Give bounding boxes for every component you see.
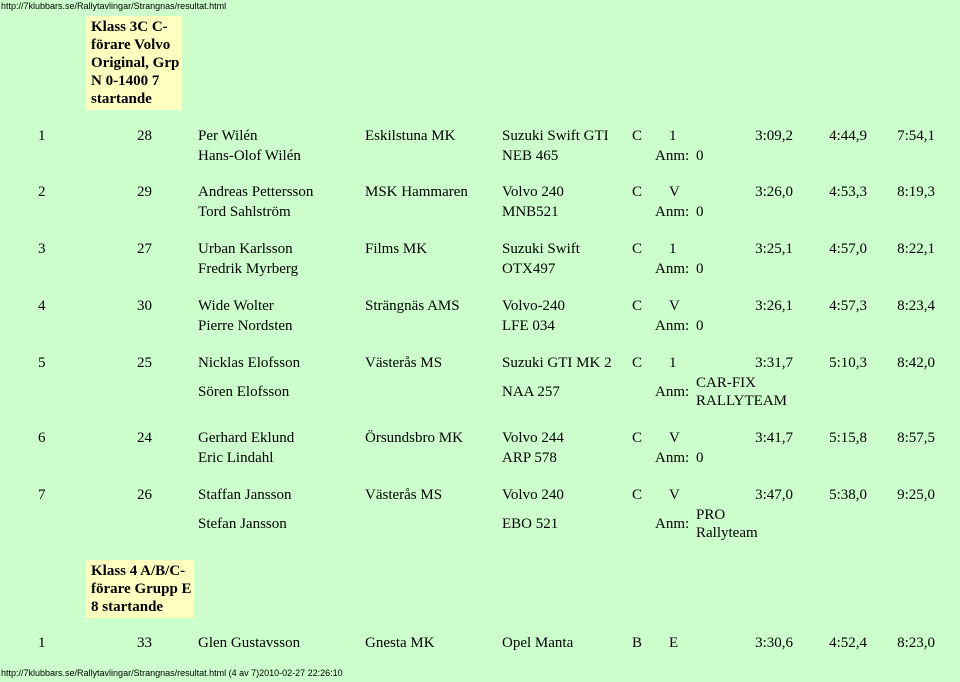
time-1: 3:41,7 <box>755 430 793 446</box>
position: 7 <box>38 487 46 503</box>
time-total: 8:57,5 <box>897 430 935 446</box>
codriver: Sören Elofsson <box>198 384 290 400</box>
driver: Wide Wolter <box>198 298 274 314</box>
position: 6 <box>38 430 46 446</box>
group: E <box>669 635 679 651</box>
time-total: 9:25,0 <box>897 487 935 503</box>
club: Eskilstuna MK <box>365 128 456 144</box>
anm-value: 0 <box>696 204 704 220</box>
position: 4 <box>38 298 46 314</box>
class-line: Original, Grp <box>91 55 180 71</box>
time-1: 3:09,2 <box>755 128 793 144</box>
group: 1 <box>669 128 677 144</box>
anm-value: 0 <box>696 261 704 277</box>
position: 3 <box>38 241 46 257</box>
car: Volvo 240 <box>502 184 564 200</box>
time-total: 8:42,0 <box>897 355 935 371</box>
time-2: 4:52,4 <box>829 635 867 651</box>
start-number: 25 <box>137 355 152 371</box>
class: C <box>632 298 643 314</box>
time-1: 3:26,1 <box>755 298 793 314</box>
registration: MNB521 <box>502 204 559 220</box>
car: Volvo 244 <box>502 430 564 446</box>
codriver: Hans-Olof Wilén <box>198 148 301 164</box>
anm-label: Anm: <box>655 261 690 277</box>
club: Västerås MS <box>365 355 443 371</box>
start-number: 24 <box>137 430 152 446</box>
anm-label: Anm: <box>655 384 690 400</box>
time-total: 8:19,3 <box>897 184 935 200</box>
class-line: 8 startande <box>91 599 164 615</box>
driver: Urban Karlsson <box>198 241 293 257</box>
start-number: 33 <box>137 635 152 651</box>
car: Volvo-240 <box>502 298 566 314</box>
car: Opel Manta <box>502 635 574 651</box>
start-number: 26 <box>137 487 152 503</box>
club: Västerås MS <box>365 487 443 503</box>
codriver: Pierre Nordsten <box>198 318 293 334</box>
start-number: 30 <box>137 298 152 314</box>
anm-label: Anm: <box>655 318 690 334</box>
registration: OTX497 <box>502 261 556 277</box>
header-url: http://7klubbars.se/Rallytavlingar/Strangnas/resultat.html <box>1 1 227 11</box>
group: V <box>669 487 680 503</box>
club: Örsundsbro MK <box>365 430 463 446</box>
time-2: 4:57,3 <box>829 298 867 314</box>
group: V <box>669 430 680 446</box>
position: 1 <box>38 128 46 144</box>
start-number: 27 <box>137 241 152 257</box>
driver: Andreas Pettersson <box>198 184 314 200</box>
group: V <box>669 184 680 200</box>
codriver: Eric Lindahl <box>198 450 274 466</box>
class-header-3c <box>86 16 182 110</box>
time-2: 5:38,0 <box>829 487 867 503</box>
time-1: 3:30,6 <box>755 635 793 651</box>
footer-url: http://7klubbars.se/Rallytavlingar/Strangnas/resultat.html (4 av 7)2010-02-27 22:26:10 <box>1 668 343 678</box>
class-line: Klass 4 A/B/C- <box>91 563 186 579</box>
start-number: 28 <box>137 128 152 144</box>
class-line: N 0-1400 7 <box>91 73 160 89</box>
club: Films MK <box>365 241 428 257</box>
class-line: Klass 3C C- <box>91 19 168 35</box>
class: C <box>632 487 643 503</box>
time-1: 3:31,7 <box>755 355 793 371</box>
registration: NAA 257 <box>502 384 560 400</box>
class: C <box>632 128 643 144</box>
time-1: 3:47,0 <box>755 487 793 503</box>
driver: Gerhard Eklund <box>198 430 295 446</box>
driver: Per Wilén <box>198 128 258 144</box>
codriver: Stefan Jansson <box>198 516 287 532</box>
group: 1 <box>669 241 677 257</box>
time-2: 4:53,3 <box>829 184 867 200</box>
anm-value: 0 <box>696 318 704 334</box>
time-total: 7:54,1 <box>897 128 935 144</box>
class: C <box>632 241 643 257</box>
anm-value-1: PRO <box>696 507 726 523</box>
registration: NEB 465 <box>502 148 559 164</box>
car: Suzuki Swift <box>502 241 580 257</box>
driver: Staffan Jansson <box>198 487 292 503</box>
time-2: 4:57,0 <box>829 241 867 257</box>
class-line: förare Volvo <box>91 37 171 53</box>
anm-label: Anm: <box>655 148 690 164</box>
registration: LFE 034 <box>502 318 555 334</box>
time-1: 3:25,1 <box>755 241 793 257</box>
time-total: 8:23,0 <box>897 635 935 651</box>
group: V <box>669 298 680 314</box>
class: B <box>632 635 643 651</box>
registration: EBO 521 <box>502 516 559 532</box>
class-line: startande <box>91 91 152 107</box>
anm-value-1: CAR-FIX <box>696 375 757 391</box>
time-total: 8:22,1 <box>897 241 935 257</box>
time-2: 5:15,8 <box>829 430 867 446</box>
driver: Nicklas Elofsson <box>198 355 301 371</box>
anm-value-2: Rallyteam <box>696 525 758 541</box>
position: 2 <box>38 184 46 200</box>
anm-label: Anm: <box>655 204 690 220</box>
car: Volvo 240 <box>502 487 564 503</box>
position: 5 <box>38 355 46 371</box>
driver: Glen Gustavsson <box>198 635 301 651</box>
anm-value-2: RALLYTEAM <box>696 393 787 409</box>
time-1: 3:26,0 <box>755 184 793 200</box>
registration: ARP 578 <box>502 450 557 466</box>
anm-value: 0 <box>696 450 704 466</box>
anm-label: Anm: <box>655 516 690 532</box>
group: 1 <box>669 355 677 371</box>
class-header-4 <box>86 560 194 618</box>
class: C <box>632 184 643 200</box>
car: Suzuki Swift GTI <box>502 128 609 144</box>
start-number: 29 <box>137 184 152 200</box>
club: Strängnäs AMS <box>365 298 460 314</box>
time-2: 4:44,9 <box>829 128 867 144</box>
time-total: 8:23,4 <box>897 298 935 314</box>
codriver: Tord Sahlström <box>198 204 291 220</box>
club: Gnesta MK <box>365 635 435 651</box>
codriver: Fredrik Myrberg <box>198 261 299 277</box>
time-2: 5:10,3 <box>829 355 867 371</box>
car: Suzuki GTI MK 2 <box>502 355 612 371</box>
class-line: förare Grupp E <box>91 581 192 597</box>
position: 1 <box>38 635 46 651</box>
class: C <box>632 355 643 371</box>
anm-label: Anm: <box>655 450 690 466</box>
anm-value: 0 <box>696 148 704 164</box>
club: MSK Hammaren <box>365 184 468 200</box>
class: C <box>632 430 643 446</box>
